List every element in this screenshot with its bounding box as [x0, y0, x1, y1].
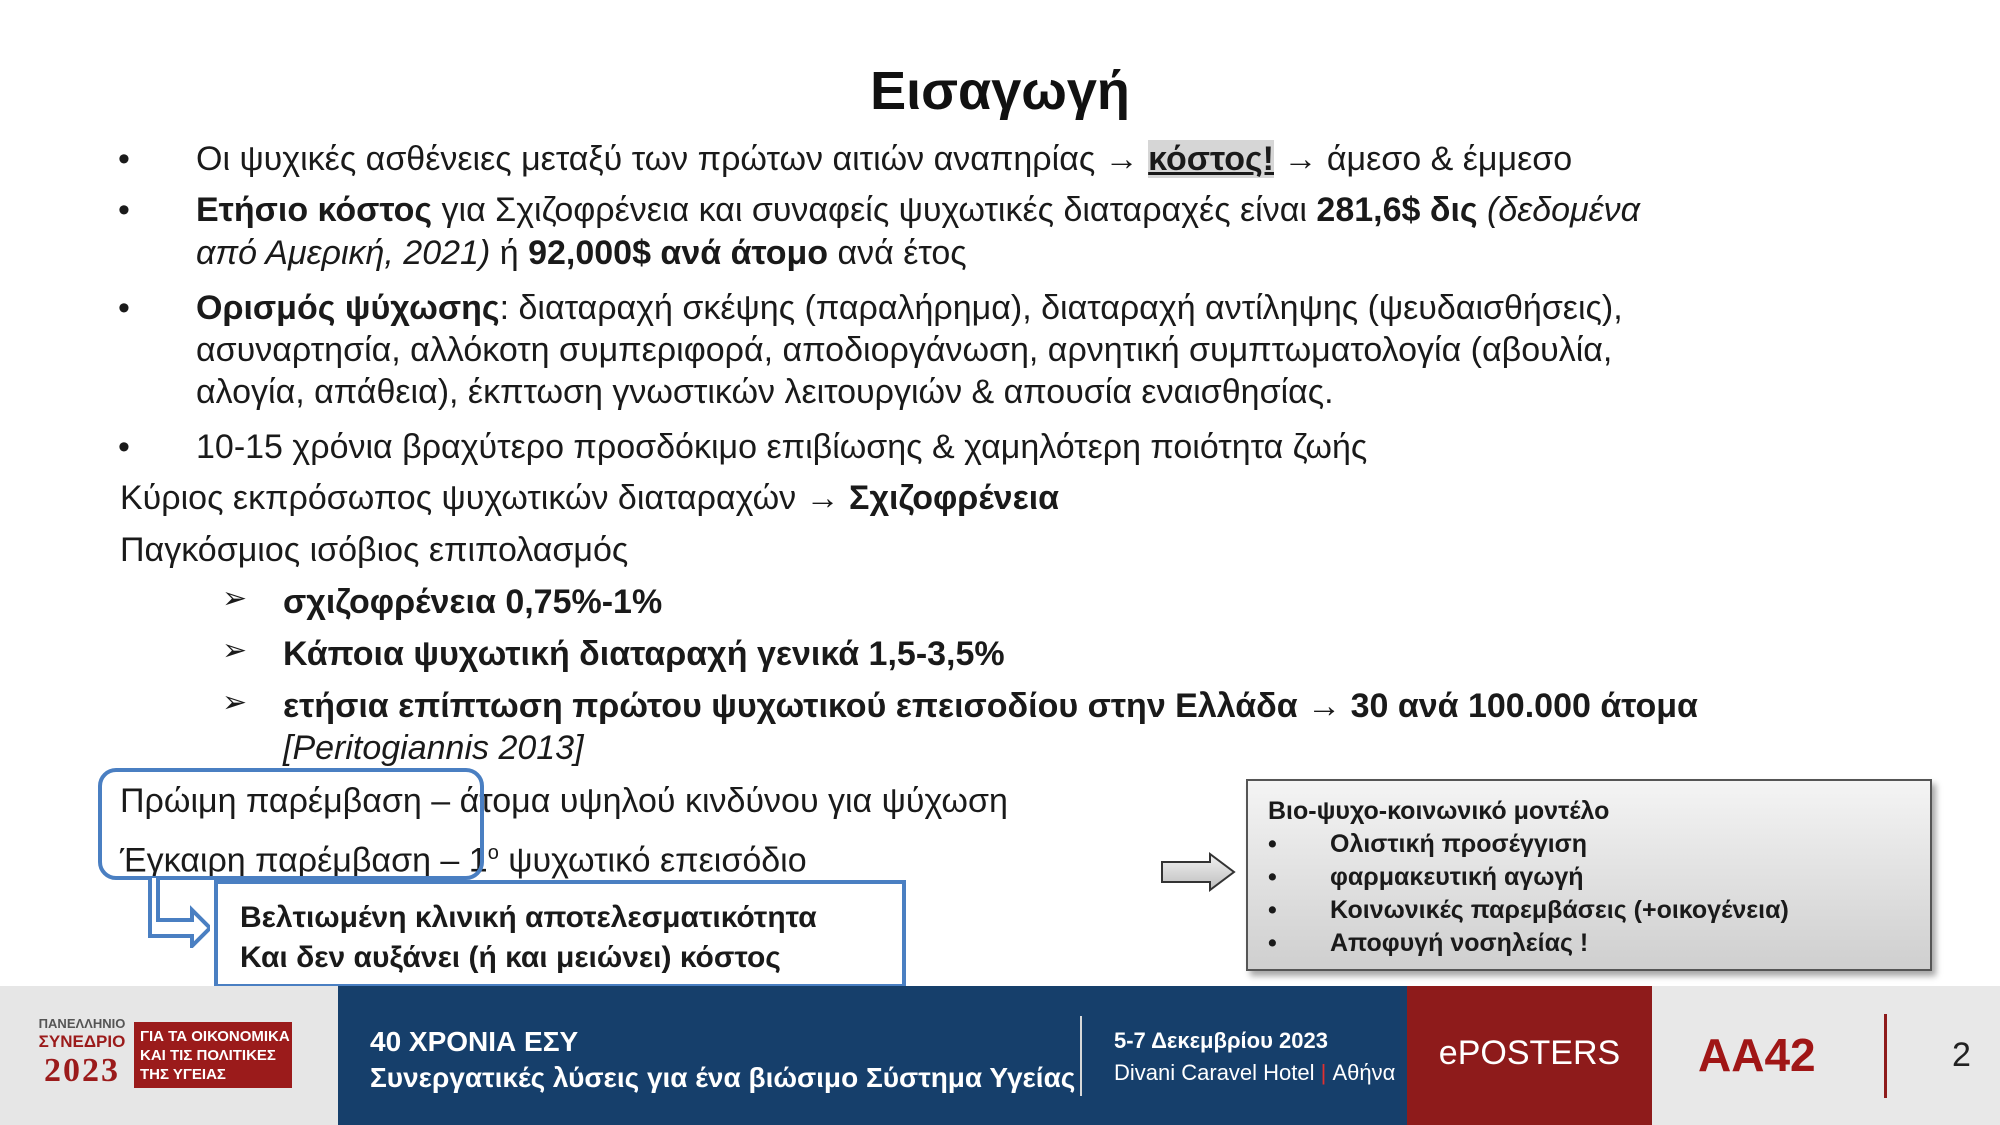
result-line-2: Και δεν αυξάνει (ή και μειώνει) κόστος: [240, 941, 781, 974]
intervention-highlight-box: [98, 768, 484, 880]
cost-amount: 281,6$ δις: [1316, 191, 1478, 229]
sub-item-2: [283, 633, 1005, 675]
bullet-dot: •: [118, 428, 130, 466]
footer-code-area: [1652, 986, 2000, 1125]
model-bullet: •: [1268, 929, 1277, 957]
bullet-2-line-1: [196, 189, 1640, 231]
prevalence-title: Παγκόσμιος ισόβιος επιπολασμός: [120, 531, 629, 569]
logo-right-1: ΓΙΑ ΤΑ ΟΙΚΟΝΟΜΙΚΑ: [140, 1028, 290, 1045]
right-arrow-icon: [1160, 852, 1236, 892]
sub-item-2-text: Κάποια ψυχωτική διαταραχή γενικά 1,5-3,5%: [283, 635, 1005, 673]
per-person-cost: 92,000$ ανά άτομο: [528, 234, 829, 272]
early-intervention-label: Πρώιμη παρέμβαση: [120, 782, 422, 820]
bullet-dot: •: [118, 191, 130, 229]
footer-divider: [1080, 1016, 1082, 1096]
psychosis-definition-label: Ορισμός ψύχωσης: [196, 289, 500, 327]
sub-item-1-text: σχιζοφρένεια 0,75%-1%: [283, 583, 663, 621]
logo-red-block: [134, 1022, 292, 1088]
bullet-4-text: 10-15 χρόνια βραχύτερο προσδόκιμο επιβίωσης & χαμηλότερη ποιότητα ζωής: [196, 428, 1368, 466]
footer-headline: 40 ΧΡΟΝΙΑ ΕΣΥ: [370, 1026, 579, 1057]
code-divider: [1884, 1014, 1887, 1098]
arrow-bullet-icon: ➢: [222, 686, 248, 719]
main-rep-text: Κύριος εκπρόσωπος ψυχωτικών διαταραχών →: [120, 479, 850, 517]
model-item-1: Ολιστική προσέγγιση: [1330, 830, 1588, 858]
logo-line-1: ΠΑΝΕΛΛΗΝΙΟ: [38, 1016, 126, 1031]
sub-item-3-text: ετήσια επίπτωση πρώτου ψυχωτικού επεισοδίου στην Ελλάδα → 30 ανά 100.000 άτομα: [283, 687, 1698, 725]
main-representative: [120, 477, 1059, 519]
arrow-bullet-icon: ➢: [222, 634, 248, 667]
bullet-2-italic-a: (δεδομένα: [1477, 191, 1640, 229]
bullet-dot: •: [118, 289, 130, 327]
bullet-2-text-a: για Σχιζοφρένεια και συναφείς ψυχωτικές διαταραχές είναι: [432, 191, 1317, 229]
logo-line-2: ΣΥΝΕΔΡΙΟ: [38, 1032, 126, 1051]
arrow-bullet-icon: ➢: [222, 582, 248, 615]
reference-text: [Peritogiannis 2013]: [283, 729, 584, 767]
bullet-3-line-1: [196, 287, 1623, 329]
result-line-1: Βελτιωμένη κλινική αποτελεσματικότητα: [240, 901, 817, 934]
model-item-2: φαρμακευτική αγωγή: [1330, 863, 1584, 891]
result-box: [214, 880, 906, 988]
footer-subline: Συνεργατικές λύσεις για ένα βιώσιμο Σύστημα Υγείας: [370, 1062, 1076, 1093]
logo-right-2: ΚΑΙ ΤΙΣ ΠΟΛΙΤΙΚΕΣ: [140, 1047, 276, 1064]
bullet-1-text: [196, 138, 1572, 180]
timely-intervention-desc-b: ψυχωτικό επεισόδιο: [498, 841, 807, 880]
eposters-block: [1407, 986, 1652, 1125]
model-item-3: Κοινωνικές παρεμβάσεις (+οικογένεια): [1330, 896, 1789, 924]
ordinal-superscript: ο: [487, 842, 499, 864]
logo-right-3: ΤΗΣ ΥΓΕΙΑΣ: [140, 1066, 226, 1083]
sub-item-reference: [283, 727, 584, 769]
eposters-label: ePOSTERS: [1438, 1034, 1621, 1072]
bullet-2-line-2: [196, 232, 967, 274]
footer-banner: [338, 986, 1407, 1125]
bullet-1-part-a: Οι ψυχικές ασθένειες μεταξύ των πρώτων αιτιών αναπηρίας →: [196, 140, 1149, 178]
model-title: Βιο-ψυχο-κοινωνικό μοντέλο: [1268, 797, 1610, 825]
model-bullet: •: [1268, 830, 1277, 858]
venue-hotel: Divani Caravel Hotel: [1114, 1060, 1315, 1085]
poster-code: ΑΑ42: [1698, 1029, 1816, 1081]
bullet-1-part-c: → άμεσο & έμμεσο: [1274, 140, 1573, 178]
bullet-3-line-3: αλογία, απάθεια), έκπτωση γνωστικών λειτουργιών & απουσία εναισθησίας.: [196, 373, 1334, 411]
elbow-arrow-icon: [148, 876, 210, 948]
slide-title: Εισαγωγή: [870, 61, 1130, 121]
logo-year: 2023: [44, 1052, 120, 1089]
cost-highlight: κόστος!: [1148, 140, 1274, 178]
bullet-dot: •: [118, 140, 130, 178]
bullet-2-text-c: ανά έτος: [828, 234, 967, 272]
annual-cost-label: Ετήσιο κόστος: [196, 191, 433, 229]
venue-city: Αθήνα: [1332, 1060, 1396, 1085]
model-box: [1246, 779, 1932, 971]
page-number: 2: [1952, 1036, 1971, 1074]
footer-logo-area: [0, 986, 338, 1125]
bullet-3-text-a: : διαταραχή σκέψης (παραλήρημα), διαταραχή αντίληψης (ψευδαισθήσεις),: [499, 289, 1623, 327]
model-bullet: •: [1268, 896, 1277, 924]
sub-item-3: [283, 685, 1698, 727]
bullet-2-text-b: ή: [490, 234, 529, 272]
model-bullet: •: [1268, 863, 1277, 891]
bullet-3-line-2: ασυναρτησία, αλλόκοτη συμπεριφορά, αποδιοργάνωση, αρνητική συμπτωματολογία (αβουλία,: [196, 331, 1613, 369]
timely-intervention-label: Έγκαιρη παρέμβαση: [120, 841, 431, 880]
timely-intervention-desc-a: – 1: [430, 841, 488, 880]
footer-venue: [1114, 1060, 1395, 1086]
bullet-2-italic-b: από Αμερική, 2021): [196, 234, 491, 272]
footer-date: 5-7 Δεκεμβρίου 2023: [1114, 1028, 1328, 1053]
schizophrenia-label: Σχιζοφρένεια: [849, 479, 1060, 517]
model-item-4: Αποφυγή νοσηλείας !: [1330, 929, 1589, 957]
sub-item-1: [283, 581, 662, 623]
early-intervention-desc: – άτομα υψηλού κινδύνου για ψύχωση: [421, 782, 1008, 820]
venue-separator: |: [1320, 1060, 1327, 1085]
